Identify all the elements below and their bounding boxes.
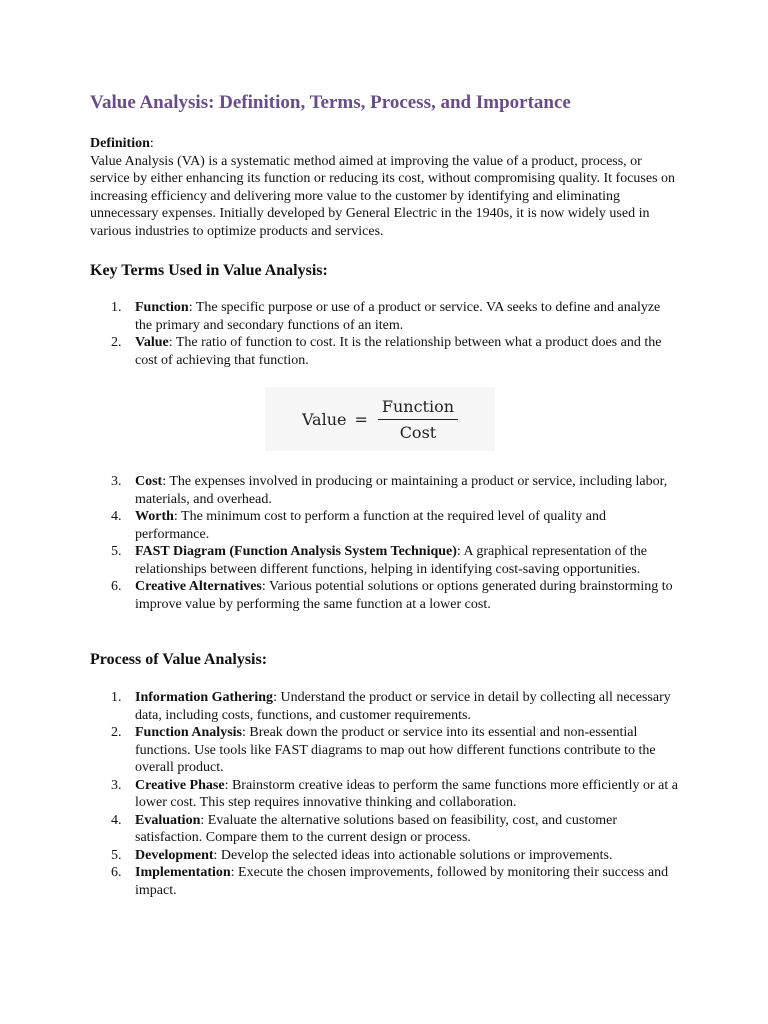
key-terms-list-a (90, 299, 680, 369)
list-item-number: 2. (111, 725, 122, 740)
list-item (90, 473, 680, 508)
list-item-term: Development (135, 847, 214, 863)
formula-equals-sign: = (354, 409, 368, 429)
process-heading: Process of Value Analysis: (90, 651, 268, 668)
list-item-text: : Brainstorm creative ideas to perform the same functions more efficiently or at a lower cost. This step requires innovative thinking and collaboration. (135, 777, 678, 810)
formula-fraction (378, 397, 458, 442)
list-item-number: 6. (111, 865, 122, 880)
list-item-term: Function Analysis (135, 725, 242, 740)
definition-label-colon: : (149, 136, 154, 151)
list-item (90, 777, 680, 812)
list-item-term: Worth (135, 509, 174, 524)
list-item-text: : Various potential solutions or options generated during brainstorming to improve value by performing the same function at a lower cost. (135, 579, 673, 612)
list-item-number: 4. (111, 812, 122, 828)
key-terms-heading: Key Terms Used in Value Analysis: (90, 262, 328, 279)
list-item-term: Cost (135, 474, 163, 489)
list-item (90, 334, 680, 369)
list-item-number: 3. (111, 777, 122, 793)
formula-denominator: Cost (399, 422, 437, 442)
value-formula (265, 387, 495, 451)
definition-label: Definition (90, 136, 150, 151)
list-item-text: : Evaluate the alternative solutions based on feasibility, cost, and customer satisfaction. Compare them to the current design or process. (135, 812, 618, 845)
list-item (90, 864, 680, 899)
list-item-term: Function (135, 300, 189, 315)
key-terms-list-b (90, 473, 680, 613)
list-item (90, 299, 680, 334)
list-item-text: : The specific purpose or use of a product or service. VA seeks to define and analyze the primary and secondary functions of an item. (135, 300, 661, 333)
list-item-term: FAST Diagram (Function Analysis System Technique) (135, 544, 457, 559)
list-item-number: 3. (111, 474, 122, 489)
list-item (90, 724, 680, 777)
formula-numerator: Function (381, 396, 455, 416)
list-item-term: Evaluation (135, 812, 201, 828)
list-item (90, 812, 680, 847)
list-item-term: Creative Alternatives (135, 579, 262, 594)
document-title: Value Analysis: Definition, Terms, Process, and Importance (90, 92, 571, 113)
list-item (90, 578, 680, 613)
list-item (90, 847, 680, 865)
list-item-number: 1. (111, 690, 122, 705)
list-item-number: 4. (111, 509, 122, 524)
list-item-text: : Execute the chosen improvements, followed by monitoring their success and impact. (135, 865, 669, 898)
list-item-number: 6. (111, 579, 122, 594)
list-item-text: : Break down the product or service into its essential and non-essential functions. Use tools like FAST diagrams to map out how different functions contribute to the overall product. (135, 725, 656, 775)
definition-text: Value Analysis (VA) is a systematic method aimed at improving the value of a product, process, or service by either enhancing its function or reducing its cost, without compromising quality. It focuses on increasing efficiency and delivering more value to the customer by identifying and eliminating unnecessary expenses. Initially developed by General Electric in the 1940s, it is now widely used in various industries to optimize products and services. (90, 153, 676, 239)
list-item-text: : Understand the product or service in detail by collecting all necessary data, including costs, functions, and customer requirements. (135, 690, 671, 723)
list-item-text: : A graphical representation of the relationships between different functions, helping in identifying cost-saving opportunities. (135, 544, 648, 577)
list-item-number: 1. (111, 300, 122, 315)
formula-lhs: Value (301, 409, 347, 429)
list-item-text: : The expenses involved in producing or maintaining a product or service, including labor, materials, and overhead. (135, 474, 668, 507)
list-item (90, 508, 680, 543)
list-item-number: 5. (111, 544, 122, 559)
list-item-number: 5. (111, 847, 122, 863)
definition-section (90, 135, 680, 240)
list-item-text: : The minimum cost to perform a function at the required level of quality and performance. (135, 509, 606, 542)
definition-header (90, 135, 680, 153)
list-item-term: Information Gathering (135, 690, 274, 705)
list-item-number: 2. (111, 335, 122, 350)
list-item-term: Implementation (135, 865, 231, 880)
list-item (90, 689, 680, 724)
list-item-term: Value (135, 335, 169, 350)
list-item-text: : The ratio of function to cost. It is the relationship between what a product does and the cost of achieving that function. (135, 335, 662, 368)
list-item-term: Creative Phase (135, 777, 225, 793)
process-list (90, 689, 680, 899)
list-item (90, 543, 680, 578)
list-item-text: : Develop the selected ideas into actionable solutions or improvements. (213, 847, 613, 863)
